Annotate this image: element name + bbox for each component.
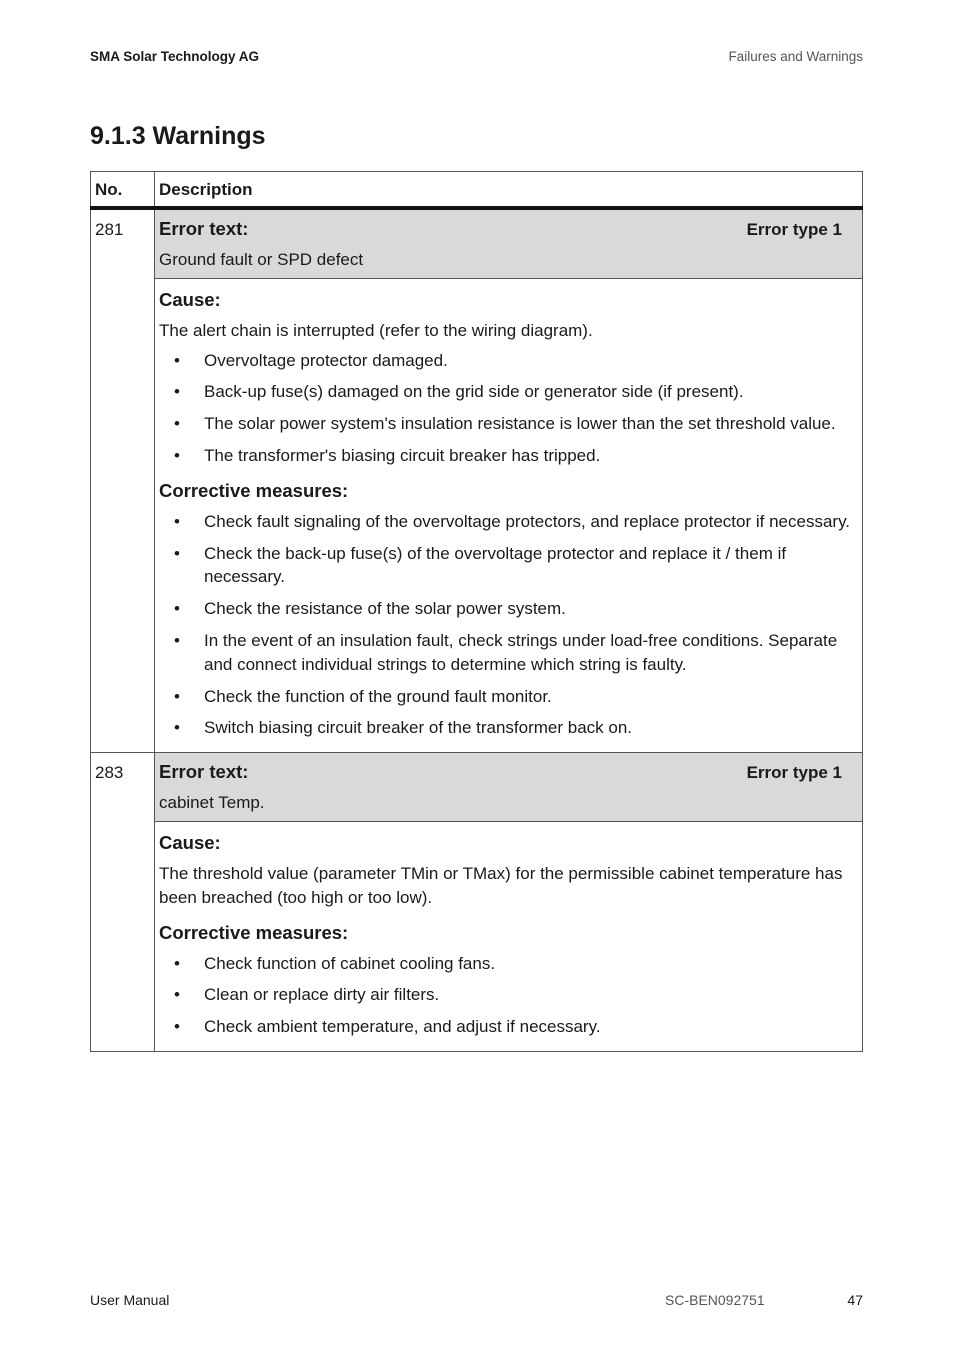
list-item: • Check the resistance of the solar power system. (159, 597, 856, 621)
error-type: Error type 1 (746, 763, 842, 783)
footer-doc-id: SC-BEN092751 (665, 1292, 765, 1308)
list-item: • Check fault signaling of the overvoltage protectors, and replace protector if necessary. (159, 510, 856, 534)
table-row (91, 753, 863, 822)
cause-text: The threshold value (parameter TMin or TMax) for the permissible cabinet temperature has been breached (too high or too low). (159, 864, 843, 907)
column-header-description: Description (155, 172, 863, 209)
warning-number: 281 (91, 208, 155, 753)
list-item: • Back-up fuse(s) damaged on the grid side or generator side (if present). (159, 380, 856, 404)
cause-list (159, 349, 856, 468)
error-message: cabinet Temp. (159, 793, 265, 813)
table-header-row (91, 172, 863, 209)
error-text-label: Error text: (159, 218, 249, 239)
footer-manual-label: User Manual (90, 1292, 170, 1308)
measures-list (159, 510, 856, 740)
list-item: • Overvoltage protector damaged. (159, 349, 856, 373)
error-type: Error type 1 (746, 220, 842, 239)
measures-label: Corrective measures: (159, 921, 349, 943)
table-row (91, 208, 863, 279)
table-row (91, 822, 863, 1052)
cause-measures-cell (155, 822, 863, 1052)
list-item: • The transformer's biasing circuit breaker has tripped. (159, 444, 856, 468)
list-item: • Switch biasing circuit breaker of the transformer back on. (159, 716, 856, 740)
measures-list (159, 952, 856, 1039)
cause-label: Cause: (159, 832, 221, 854)
header-chapter: Failures and Warnings (728, 49, 863, 64)
column-header-no: No. (91, 172, 155, 209)
table-row (91, 279, 863, 753)
error-text-cell (155, 208, 863, 279)
warning-number: 283 (91, 753, 155, 1052)
page-number: 47 (847, 1292, 863, 1308)
warnings-table (90, 171, 863, 1052)
section-title: 9.1.3 Warnings (90, 122, 266, 150)
list-item: • Check function of cabinet cooling fans. (159, 952, 856, 976)
error-message: Ground fault or SPD defect (159, 249, 364, 269)
list-item: • Clean or replace dirty air filters. (159, 983, 856, 1007)
list-item: • Check the back-up fuse(s) of the overvoltage protector and replace it / them if necessary. (159, 542, 856, 590)
header-company: SMA Solar Technology AG (90, 49, 260, 64)
error-text-cell (155, 753, 863, 822)
cause-label: Cause: (159, 289, 221, 310)
list-item: • The solar power system's insulation resistance is lower than the set threshold value. (159, 412, 856, 436)
list-item: • Check the function of the ground fault monitor. (159, 685, 856, 709)
error-text-label: Error text: (159, 761, 249, 783)
cause-text: The alert chain is interrupted (refer to the wiring diagram). (159, 320, 593, 340)
list-item: • In the event of an insulation fault, check strings under load-free conditions. Separate and connect individual strings to determine which string is faulty. (159, 629, 856, 677)
cause-measures-cell (155, 279, 863, 753)
list-item: • Check ambient temperature, and adjust if necessary. (159, 1015, 856, 1039)
measures-label: Corrective measures: (159, 479, 349, 501)
